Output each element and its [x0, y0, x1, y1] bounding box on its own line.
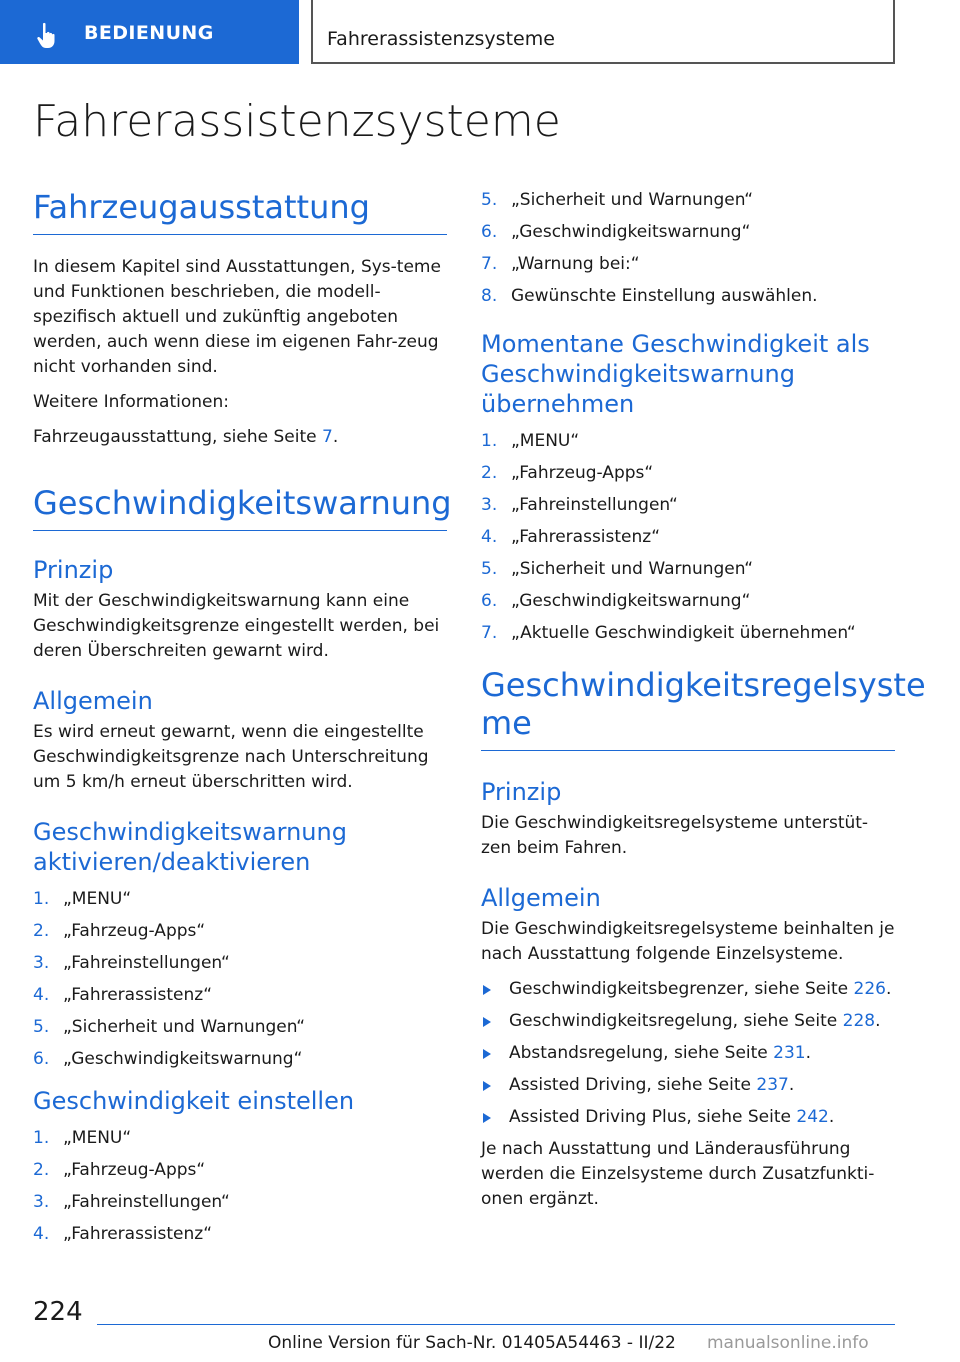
- steps-einstellen: [33, 1126, 447, 1247]
- footer-online-version: Online Version für Sach-Nr. 01405A54463 - II/22: [268, 1333, 676, 1353]
- heading-prinzip-regel: Prinzip: [481, 778, 562, 806]
- list-item: Assisted Driving, siehe Seite 237.: [481, 1073, 895, 1098]
- list-item: 6. „Geschwindigkeitswarnung“: [33, 1049, 303, 1069]
- page-link-231[interactable]: 231: [773, 1043, 806, 1063]
- list-item: 1. „MENU“: [33, 1128, 132, 1148]
- list-item: 5. „Sicherheit und Warnungen“: [33, 1017, 306, 1037]
- section-tab: [0, 0, 299, 64]
- list-item: 4. „Fahrerassistenz“: [33, 1224, 213, 1244]
- list-item: 3. „Fahreinstellungen“: [481, 495, 678, 515]
- list-item: 1. „MENU“: [481, 431, 580, 451]
- page-link-226[interactable]: 226: [853, 979, 886, 999]
- list-item: 2. „Fahrzeug-Apps“: [481, 463, 654, 483]
- heading-allgemein-regel: Allgemein: [481, 884, 601, 912]
- list-item: 1. „MENU“: [33, 889, 132, 909]
- chapter-box: [311, 0, 895, 64]
- triangle-bullet-icon: [483, 1081, 491, 1091]
- list-item: 2. „Fahrzeug-Apps“: [33, 921, 206, 941]
- paragraph-intro: In diesem Kapitel sind Ausstattungen, Sys-teme und Funktionen beschrieben, die modell-spezifisch aktuell und zukünftig angeboten werden, auch wenn diese im eigenen Fahr-zeug nicht vorhanden sind.: [33, 257, 441, 377]
- ref-text: Fahrzeugausstattung, siehe Seite: [33, 427, 322, 447]
- triangle-bullet-icon: [483, 1017, 491, 1027]
- pointing-hand-icon: [34, 20, 64, 50]
- list-item: 5. „Sicherheit und Warnungen“: [481, 190, 754, 210]
- paragraph-prinzip: Mit der Geschwindigkeitswarnung kann eine Geschwindigkeitsgrenze eingestellt werden, bei deren Überschreiten gewarnt wird.: [33, 591, 440, 661]
- steps-momentane: [481, 429, 895, 646]
- list-item: 4. „Fahrerassistenz“: [33, 985, 213, 1005]
- page-link-242[interactable]: 242: [796, 1107, 829, 1127]
- paragraph-allgemein-regel: Die Geschwindigkeitsregelsysteme beinhalten je nach Ausstattung folgende Einzelsysteme.: [481, 919, 895, 964]
- triangle-bullet-icon: [483, 1049, 491, 1059]
- list-item: 6. „Geschwindigkeitswarnung“: [481, 591, 751, 611]
- heading-einstellen: Geschwindigkeit einstellen: [33, 1087, 355, 1115]
- paragraph-ref: [33, 425, 447, 450]
- list-item: 7. „Warnung bei:“: [481, 254, 640, 274]
- footer-divider: [97, 1324, 895, 1325]
- list-item: 4. „Fahrerassistenz“: [481, 527, 661, 547]
- list-item: 3. „Fahreinstellungen“: [33, 953, 230, 973]
- heading-allgemein: Allgemein: [33, 687, 153, 715]
- section-label: BEDIENUNG: [84, 22, 214, 44]
- steps-aktivieren: [33, 887, 447, 1072]
- heading-aktivieren: Geschwindigkeitswarnung aktivieren/deaktivieren: [33, 818, 347, 876]
- steps-einstellen-cont: [481, 188, 895, 309]
- page-link-7[interactable]: 7: [322, 427, 333, 447]
- page-title: Fahrerassistenzsysteme: [33, 96, 561, 147]
- list-item: Geschwindigkeitsbegrenzer, siehe Seite 226.: [481, 977, 895, 1002]
- right-column: [481, 188, 926, 1212]
- list-item: 3. „Fahreinstellungen“: [33, 1192, 230, 1212]
- heading-geschwindigkeitswarnung: Geschwindigkeitswarnung: [33, 484, 447, 531]
- list-item: 7. „Aktuelle Geschwindigkeit übernehmen“: [481, 623, 856, 643]
- heading-regelsysteme: Geschwindigkeitsregelsyste me: [481, 666, 895, 751]
- triangle-bullet-icon: [483, 985, 491, 995]
- ref-end: .: [332, 427, 339, 447]
- system-list: [481, 977, 895, 1130]
- list-item: 2. „Fahrzeug-Apps“: [33, 1160, 206, 1180]
- list-item: Assisted Driving Plus, siehe Seite 242.: [481, 1105, 895, 1130]
- list-item: 6. „Geschwindigkeitswarnung“: [481, 222, 751, 242]
- page-number: 224: [33, 1297, 83, 1327]
- paragraph-allgemein: Es wird erneut gewarnt, wenn die eingestellte Geschwindigkeitsgrenze nach Unterschreitung um 5 km/h erneut überschritten wird.: [33, 722, 429, 792]
- page-link-237[interactable]: 237: [756, 1075, 789, 1095]
- heading-prinzip: Prinzip: [33, 556, 114, 584]
- list-item: 8. Gewünschte Einstellung auswählen.: [481, 286, 818, 306]
- footer-watermark: manualsonline.info: [707, 1333, 869, 1353]
- list-item: Geschwindigkeitsregelung, siehe Seite 228.: [481, 1009, 895, 1034]
- paragraph-weitere: Weitere Informationen:: [33, 392, 229, 412]
- paragraph-prinzip-regel: Die Geschwindigkeitsregelsysteme unterstüt-zen beim Fahren.: [481, 813, 869, 858]
- chapter-label: Fahrerassistenzsysteme: [327, 28, 555, 50]
- list-item: Abstandsregelung, siehe Seite 231.: [481, 1041, 895, 1066]
- left-column: [33, 188, 452, 1254]
- heading-momentane: Momentane Geschwindigkeit als Geschwindigkeitswarnung übernehmen: [481, 330, 870, 418]
- page-link-228[interactable]: 228: [842, 1011, 876, 1031]
- heading-fahrzeugausstattung: Fahrzeugausstattung: [33, 188, 447, 235]
- list-item: 5. „Sicherheit und Warnungen“: [481, 559, 754, 579]
- paragraph-closing: Je nach Ausstattung und Länderausführung werden die Einzelsysteme durch Zusatzfunkti-onen ergänzt.: [481, 1139, 875, 1209]
- triangle-bullet-icon: [483, 1113, 491, 1123]
